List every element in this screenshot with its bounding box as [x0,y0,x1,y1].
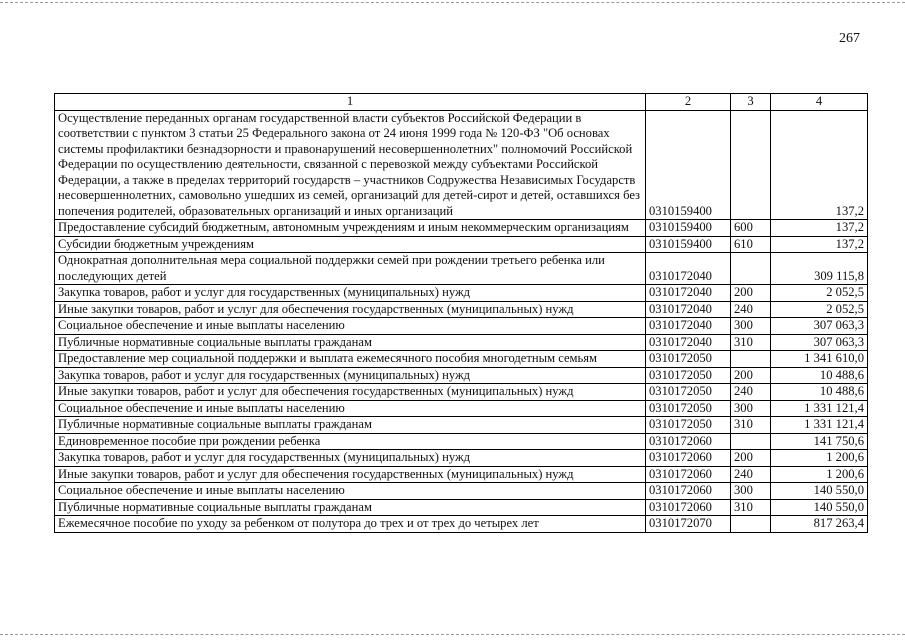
row-kvr-cell: 300 [731,400,771,417]
header-col-2: 2 [646,94,731,111]
row-sum-cell: 1 331 121,4 [771,417,868,434]
row-code-cell: 0310172050 [646,417,731,434]
table-header [55,94,868,111]
row-code-cell: 0310172060 [646,466,731,483]
row-sum-cell: 1 200,6 [771,450,868,467]
row-name-cell: Ежемесячное пособие по уходу за ребенком от полутора до трех и от трех до четырех лет [55,516,646,533]
table-row [55,253,868,285]
row-sum-cell: 137,2 [771,110,868,220]
row-kvr-cell [731,351,771,368]
row-kvr-cell [731,516,771,533]
row-code-cell: 0310172040 [646,334,731,351]
row-code-cell: 0310172060 [646,483,731,500]
header-col-3: 3 [731,94,771,111]
table-row [55,367,868,384]
row-name-cell: Предоставление субсидий бюджетным, автономным учреждениям и иным некоммерческим организациям [55,220,646,237]
row-name-cell: Иные закупки товаров, работ и услуг для обеспечения государственных (муниципальных) нужд [55,301,646,318]
row-code-cell: 0310172040 [646,285,731,302]
table-row [55,318,868,335]
table-row [55,450,868,467]
row-code-cell: 0310172050 [646,384,731,401]
row-kvr-cell: 240 [731,466,771,483]
table-row [55,483,868,500]
row-code-cell: 0310159400 [646,220,731,237]
table-row [55,334,868,351]
table-row [55,499,868,516]
row-kvr-cell: 240 [731,384,771,401]
row-sum-cell: 1 341 610,0 [771,351,868,368]
row-sum-cell: 137,2 [771,220,868,237]
row-name-cell: Закупка товаров, работ и услуг для государственных (муниципальных) нужд [55,450,646,467]
row-sum-cell: 307 063,3 [771,318,868,335]
row-kvr-cell: 200 [731,450,771,467]
row-name-cell: Социальное обеспечение и иные выплаты населению [55,483,646,500]
row-name-cell: Субсидии бюджетным учреждениям [55,236,646,253]
row-kvr-cell [731,433,771,450]
row-sum-cell: 1 200,6 [771,466,868,483]
row-sum-cell: 137,2 [771,236,868,253]
row-sum-cell: 817 263,4 [771,516,868,533]
row-sum-cell: 10 488,6 [771,367,868,384]
row-kvr-cell: 240 [731,301,771,318]
row-code-cell: 0310159400 [646,110,731,220]
row-sum-cell: 1 331 121,4 [771,400,868,417]
row-kvr-cell: 310 [731,417,771,434]
row-kvr-cell [731,253,771,285]
table-row [55,285,868,302]
row-sum-cell: 141 750,6 [771,433,868,450]
row-name-cell: Единовременное пособие при рождении ребенка [55,433,646,450]
table-row [55,351,868,368]
row-kvr-cell: 310 [731,499,771,516]
row-name-cell: Осуществление переданных органам государственной власти субъектов Российской Федерации в соответствии с пунктом 3 статьи 25 Федерального закона от 24 июня 1999 года № 120-ФЗ "Об основах системы профилактики безнадзорности и правонарушений несовершеннолетних" полномочий Российской Федерации по осуществлению деятельности, связанной с перевозкой между субъектами Российской Федерации, а также в пределах территорий государств – участников Содружества Независимых Государств несовершеннолетних, самовольно ушедших из семей, организаций для детей-сирот и детей, оставшихся без попечения родителей, образовательных организаций и иных организаций [55,110,646,220]
table-row [55,110,868,220]
row-kvr-cell: 300 [731,483,771,500]
table-row [55,236,868,253]
table-row [55,384,868,401]
row-kvr-cell: 200 [731,367,771,384]
row-name-cell: Публичные нормативные социальные выплаты гражданам [55,499,646,516]
row-name-cell: Публичные нормативные социальные выплаты гражданам [55,334,646,351]
row-name-cell: Однократная дополнительная мера социальной поддержки семей при рождении третьего ребенка или последующих детей [55,253,646,285]
table-body [55,110,868,532]
budget-table [54,93,868,533]
row-code-cell: 0310172060 [646,433,731,450]
header-row [55,94,868,111]
row-sum-cell: 309 115,8 [771,253,868,285]
row-code-cell: 0310159400 [646,236,731,253]
row-code-cell: 0310172040 [646,318,731,335]
scan-top-edge [0,2,905,3]
row-kvr-cell [731,110,771,220]
row-kvr-cell: 600 [731,220,771,237]
row-name-cell: Социальное обеспечение и иные выплаты населению [55,400,646,417]
table-row [55,466,868,483]
row-name-cell: Закупка товаров, работ и услуг для государственных (муниципальных) нужд [55,285,646,302]
row-code-cell: 0310172050 [646,351,731,368]
row-sum-cell: 2 052,5 [771,285,868,302]
row-name-cell: Иные закупки товаров, работ и услуг для обеспечения государственных (муниципальных) нужд [55,466,646,483]
row-sum-cell: 140 550,0 [771,483,868,500]
scan-bottom-edge [0,634,905,635]
table-row [55,301,868,318]
row-name-cell: Закупка товаров, работ и услуг для государственных (муниципальных) нужд [55,367,646,384]
page-number: 267 [839,31,860,46]
row-sum-cell: 10 488,6 [771,384,868,401]
row-code-cell: 0310172050 [646,400,731,417]
row-code-cell: 0310172040 [646,301,731,318]
table-row [55,220,868,237]
header-col-1: 1 [55,94,646,111]
row-kvr-cell: 300 [731,318,771,335]
row-name-cell: Предоставление мер социальной поддержки и выплата ежемесячного пособия многодетным семьям [55,351,646,368]
header-col-4: 4 [771,94,868,111]
row-sum-cell: 2 052,5 [771,301,868,318]
row-code-cell: 0310172060 [646,499,731,516]
row-sum-cell: 140 550,0 [771,499,868,516]
table-row [55,417,868,434]
row-name-cell: Социальное обеспечение и иные выплаты населению [55,318,646,335]
row-code-cell: 0310172070 [646,516,731,533]
table-row [55,516,868,533]
row-name-cell: Публичные нормативные социальные выплаты гражданам [55,417,646,434]
table-row [55,400,868,417]
row-kvr-cell: 610 [731,236,771,253]
row-name-cell: Иные закупки товаров, работ и услуг для обеспечения государственных (муниципальных) нужд [55,384,646,401]
row-code-cell: 0310172050 [646,367,731,384]
row-kvr-cell: 310 [731,334,771,351]
row-code-cell: 0310172060 [646,450,731,467]
row-kvr-cell: 200 [731,285,771,302]
row-sum-cell: 307 063,3 [771,334,868,351]
table-row [55,433,868,450]
row-code-cell: 0310172040 [646,253,731,285]
